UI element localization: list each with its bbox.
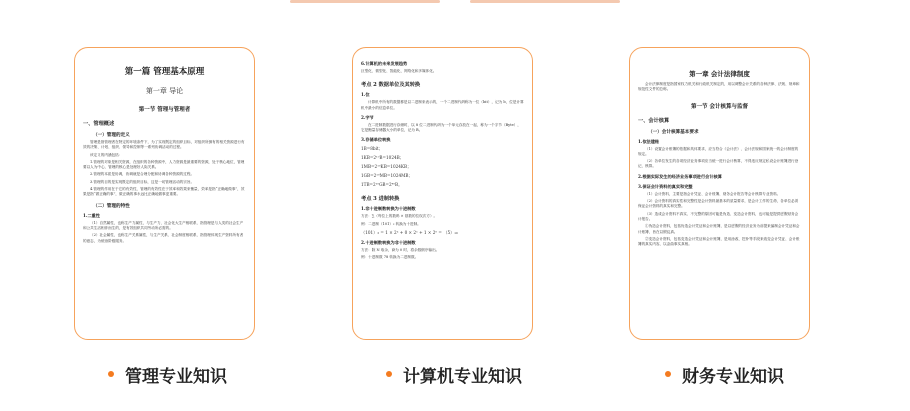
paragraph: （3）造成会计资料不真实、不完整的原因可能是伪造、变造会计资料，也可能是提供虚假财务会计报告。 [638,211,799,221]
finance-label[interactable] [665,360,784,388]
computer-label-text: 计算机专业知识 [403,366,522,387]
subheading: 1.位 [361,92,370,98]
paragraph: 巨型化、微型化、智能化、网络化和多媒体化。 [361,69,437,73]
computer-document-page [361,57,524,330]
section-title: 第一节 会计核算与监督 [691,103,748,110]
computer-sample-card[interactable] [352,47,533,340]
computer-label[interactable] [386,360,522,388]
subheading: 2.根据实际发生的经济业务事项进行会计核算 [638,173,722,179]
finance-label-text: 财务专业知识 [682,366,784,387]
heading-1: 一、会计核算 [638,117,670,124]
bullet-dot-icon [386,371,392,377]
paragraph: （1）会计资料，主要是指会计凭证、会计账簿、财务会计报告等会计核算专业资料。 [645,191,781,196]
bullet-dot-icon [108,371,114,377]
chapter-title: 第一章 导论 [145,87,184,95]
conversion-line: 1TB=2¹⁰GB=2⁴⁰B。 [361,182,403,188]
subheading: 1.依法建账 [638,138,660,144]
management-sample-card[interactable] [74,47,255,340]
paragraph: （1）设置会计账簿的依据和具体要求，应当符合《会计法》、会计法规和国家统一的会计制度的规定。 [638,146,799,156]
subheading: 3.存储单位转换 [361,137,391,143]
formula: （101）₂ = 1 × 2² + 0 × 2¹ + 1 × 2⁰ = （5）₁₀ [361,230,458,236]
heading-3: 1.二重性 [83,212,100,218]
top-bar-segment [290,0,440,3]
heading-2: （二）管理的特性 [93,203,130,209]
heading-2: （一）会计核算基本要求 [648,129,699,135]
paragraph: 例：十进制数 78 转换为二进制数。 [361,255,419,260]
management-document-page [83,57,246,330]
paragraph: （2）会计资料的真实性和完整性是会计资料最基本的质量要求，是会计工作的生命，各单位必须保证会计资料的真实和完整。 [638,199,799,209]
section-title: 第一节 管理与管理者 [138,107,191,113]
bullet-dot-icon [665,371,671,377]
paragraph: 1.管理的对象是相关资源，在组织的各种资源中，人力资源是最重要的资源，处于核心地位，管理要以人为中心，管理的核心是处理好人际关系。 [83,159,245,170]
subheading: 1.非十进制数转换为十进制数 [361,206,416,212]
top-bar-segment [470,0,620,3]
paragraph: 3.管理的目的是实现既定的组织目标，这是一切管理活动的宗旨。 [90,179,195,184]
heading-1: 一、管理概述 [83,121,115,127]
subheading: 3.保证会计资料的真实和完整 [638,183,693,189]
conversion-line: 1MB=2¹⁰KB=1024KB； [361,164,412,170]
conversion-line: 1KB=2¹⁰B=1024B； [361,155,404,161]
heading-2: （一）管理的定义 [93,133,130,138]
paragraph: ②变造会计资料，包括变造会计凭证和会计账簿，是用涂改、挖补等手段来改变会计凭证、会计账簿的真实内容，以歪曲事实真相。 [638,236,800,247]
subheading: 2.十进制数转换为非十进制数 [361,240,416,246]
intro-paragraph: 会计法律制度是指国家权力机关和行政机关制定的，用以调整会计关系的各种法律、法规、规章和规范性文件的总称。 [638,82,800,92]
finance-document-page [638,57,801,330]
paragraph: 2.管理的本质是协调，协调就是合理分配和协调各种资源的过程。 [90,172,195,177]
topic-heading: 考点 2 数据单位及其转换 [361,82,421,89]
paragraph: （2）各单位发生的各项经济业务事项应当统一进行会计核算，不得违反规定私设会计账簿进行登记、核算。 [638,159,799,169]
paragraph: 计算机中所有的数据都是以二进制来表示的，一个二进制代码称为一位（bit），记为 b，位是计算机中最小的信息单位。 [361,100,524,110]
paragraph: 方法：除 N 取余，商为 0 时，将余数倒序输出。 [361,248,440,253]
conversion-line: 1B=8bit； [361,146,383,152]
paragraph: （2）社会属性，也称生产关系属性，与生产关系、社会制度相联系，指管理体现生产资料所有者的意志，为统治阶级服务。 [83,233,244,243]
paragraph: 方法：∑（每位上的数码 × 基数的位权次方）。 [361,214,438,219]
subheading: 6.计算机的未来发展趋势 [361,61,408,66]
top-decoration-bar [0,0,910,4]
paragraph: （1）自然属性，也称生产力属性，与生产力、社会化大生产相联系，指管理是与人类的社会生产和公共生活相伴而生的，是有效组织共同劳动所必需的。 [83,220,244,230]
paragraph: 该定义的内涵包括： [90,152,123,157]
paragraph: 例：二进制（101）₂ 转换为十进制。 [361,221,421,226]
chapter-title: 第一章 会计法律制度 [689,70,750,78]
part-title: 第一篇 管理基本原理 [124,67,205,77]
conversion-line: 1GB=2¹⁰MB=1024MB； [361,173,413,179]
paragraph: 4.管理的作用在于它的有效性，管理的有效性在于效率和效果来衡量，效率是指“正确地做事”，效果是指“做正确的事”，做正确的事永远比正确地做事更重要。 [83,187,245,197]
subheading: 2.字节 [361,114,374,120]
paragraph: 管理是指管理者在特定的环境条件下，为了实现既定的组织目标，对组织所拥有的相关资源进行有效的决策、计划、组织、领导和控制等一系列协调活动的过程。 [83,140,245,150]
paragraph: ①伪造会计资料，包括伪造会计凭证和会计账簿，是以虚假的经济业务为前提来编制会计凭证和会计账簿，旨在以假乱真。 [638,224,800,234]
management-label[interactable] [108,360,227,388]
management-label-text: 管理专业知识 [125,366,227,387]
topic-heading: 考点 3 进制转换 [361,196,400,203]
finance-sample-card[interactable] [629,47,810,340]
paragraph: 在二进制数据进行存储时，以 8 位二进制代码为一个单元存放在一起，称为一个字节（Byte），它是衡量存储器大小的单位，记为 B。 [361,122,521,133]
